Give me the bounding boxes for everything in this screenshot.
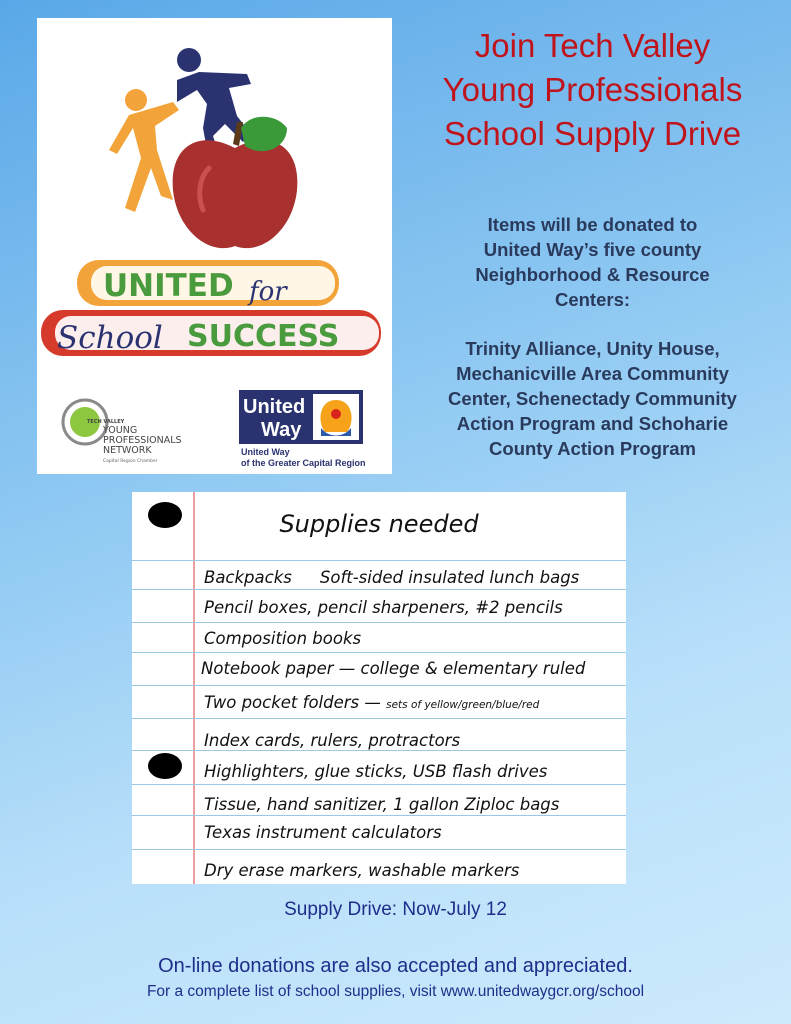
title-line-1: Join Tech Valley bbox=[474, 27, 711, 64]
typn-professionals-text: PROFESSIONALS bbox=[103, 435, 182, 446]
ruled-line bbox=[132, 685, 626, 686]
typn-tech-text: TECH VALLEY bbox=[87, 419, 125, 425]
info-line: Trinity Alliance, Unity House, bbox=[465, 338, 720, 359]
supplies-title: Supplies needed bbox=[279, 510, 479, 538]
supply-note: sets of yellow/green/blue/red bbox=[386, 699, 540, 711]
list-item: Texas instrument calculators bbox=[204, 823, 442, 842]
info-line: Action Program and Schoharie bbox=[456, 413, 729, 434]
ruled-line bbox=[132, 750, 626, 751]
list-item: Highlighters, glue sticks, USB flash drives bbox=[204, 762, 548, 781]
supply-text: Soft-sided insulated lunch bags bbox=[319, 568, 580, 587]
ruled-line bbox=[132, 622, 626, 623]
list-item: Index cards, rulers, protractors bbox=[204, 731, 461, 750]
logo-success-text: SUCCESS bbox=[187, 319, 340, 354]
ruled-line bbox=[132, 589, 626, 590]
donation-intro bbox=[405, 212, 780, 312]
supply-text: Backpacks bbox=[204, 568, 292, 587]
title-line-3: School Supply Drive bbox=[443, 115, 742, 152]
visit-website: For a complete list of school supplies, visit www.unitedwaygcr.org/school bbox=[146, 983, 645, 1000]
logo-card bbox=[37, 18, 392, 474]
uw-way-text: Way bbox=[261, 419, 302, 441]
uw-caption-1: United Way bbox=[241, 447, 290, 457]
page-title bbox=[400, 24, 785, 156]
typn-sub-text: Capital Region Chamber bbox=[103, 459, 158, 464]
supplies-paper bbox=[132, 492, 626, 884]
list-item: Tissue, hand sanitizer, 1 gallon Ziploc bags bbox=[204, 795, 560, 814]
info-line: Center, Schenectady Community bbox=[448, 388, 737, 409]
ruled-line bbox=[132, 560, 626, 561]
center-list bbox=[405, 336, 780, 461]
united-for-school-success-logo bbox=[37, 18, 392, 474]
apple-icon bbox=[173, 117, 298, 248]
list-item: Pencil boxes, pencil sharpeners, #2 pencils bbox=[204, 598, 563, 617]
uw-united-text: United bbox=[243, 396, 306, 418]
logo-for-text: for bbox=[249, 277, 287, 307]
ruled-line bbox=[132, 849, 626, 850]
donation-info bbox=[405, 212, 780, 485]
punch-hole-icon bbox=[148, 753, 182, 779]
title-line-2: Young Professionals bbox=[442, 71, 743, 108]
list-item: Notebook paper — college & elementary ruled bbox=[201, 659, 586, 678]
typn-network-text: NETWORK bbox=[103, 445, 152, 456]
ruled-line bbox=[132, 815, 626, 816]
typn-young-text: YOUNG bbox=[103, 425, 138, 436]
info-line: Items will be donated to bbox=[487, 214, 698, 235]
supply-text: Two pocket folders — bbox=[204, 693, 381, 712]
list-item: Dry erase markers, washable markers bbox=[204, 861, 520, 880]
info-line: County Action Program bbox=[489, 438, 696, 459]
ruled-line bbox=[132, 718, 626, 719]
margin-line bbox=[193, 492, 195, 884]
ruled-line bbox=[132, 652, 626, 653]
logo-united-text: UNITED bbox=[103, 268, 234, 304]
info-line: Centers: bbox=[554, 289, 631, 310]
list-item bbox=[204, 693, 539, 712]
info-line: United Way’s five county bbox=[483, 239, 702, 260]
logo-school-text: School bbox=[57, 320, 163, 356]
supply-drive-dates: Supply Drive: Now-July 12 bbox=[284, 899, 507, 920]
info-line: Neighborhood & Resource bbox=[475, 264, 710, 285]
list-item: Composition books bbox=[204, 629, 362, 648]
info-line: Mechanicville Area Community bbox=[456, 363, 729, 384]
orange-figure-icon bbox=[109, 89, 179, 212]
online-donations: On-line donations are also accepted and appreciated. bbox=[158, 955, 633, 977]
uw-caption-2: of the Greater Capital Region bbox=[241, 458, 366, 468]
ruled-line bbox=[132, 784, 626, 785]
list-item bbox=[204, 568, 579, 587]
